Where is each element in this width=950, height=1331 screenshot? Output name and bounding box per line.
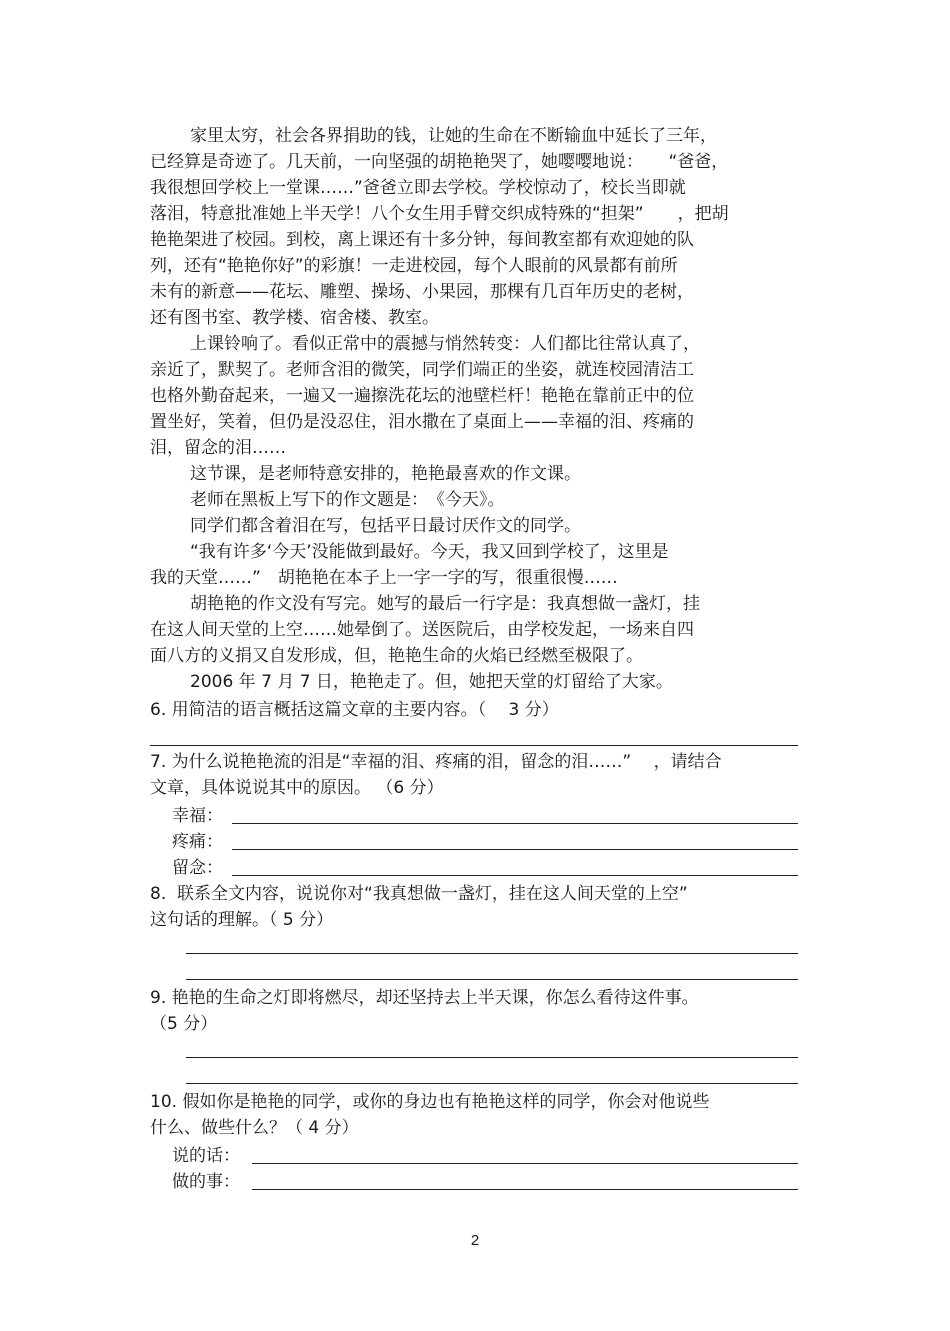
answer-line-pain[interactable] <box>232 849 798 850</box>
page-number: 2 <box>470 1232 480 1249</box>
question-8: 8. 联系全文内容，说说你对“我真想做一盏灯，挂在这人间天堂的上空” <box>150 884 688 904</box>
answer-line-q6[interactable] <box>150 745 798 746</box>
answer-line-q9[interactable] <box>186 1057 798 1058</box>
question-10: 10. 假如你是艳艳的同学，或你的身边也有艳艳这样的同学，你会对他说些 <box>150 1092 710 1112</box>
label-words: 说的话： <box>172 1146 240 1166</box>
passage-line: 这节课，是老师特意安排的，艳艳最喜欢的作文课。 <box>190 464 581 484</box>
label-remembrance: 留念： <box>172 858 223 878</box>
passage-line: 也格外勤奋起来，一遍又一遍擦洗花坛的池壁栏杆！艳艳在靠前正中的位 <box>150 386 694 406</box>
label-pain: 疼痛： <box>172 832 223 852</box>
question-7-cont: 文章，具体说说其中的原因。 （6 分） <box>150 778 444 798</box>
answer-line-q9[interactable] <box>186 1083 798 1084</box>
label-happiness: 幸福： <box>172 806 223 826</box>
answer-line-actions[interactable] <box>252 1189 798 1190</box>
answer-line-q8[interactable] <box>186 979 798 980</box>
passage-line: 家里太穷，社会各界捐助的钱，让她的生命在不断输血中延长了三年， <box>190 126 717 146</box>
passage-line: 已经算是奇迹了。几天前，一向坚强的胡艳艳哭了，她嘤嘤地说： “爸爸， <box>150 152 729 172</box>
question-6: 6. 用简洁的语言概括这篇文章的主要内容。（ 3 分） <box>150 700 559 720</box>
question-8-cont: 这句话的理解。（ 5 分） <box>150 910 334 930</box>
passage-line: 落泪，特意批准她上半天学！八个女生用手臂交织成特殊的“担架” ，把胡 <box>150 204 729 224</box>
passage-line: 还有图书室、教学楼、宿舍楼、教室。 <box>150 308 439 328</box>
passage-line: 面八方的义捐又自发形成，但，艳艳生命的火焰已经燃至极限了。 <box>150 646 643 666</box>
passage-line: 未有的新意——花坛、雕塑、操场、小果园，那棵有几百年历史的老树， <box>150 282 694 302</box>
passage-line: 上课铃响了。看似正常中的震撼与悄然转变：人们都比往常认真了， <box>190 334 700 354</box>
question-9-cont: （5 分） <box>150 1014 218 1034</box>
passage-line: 胡艳艳的作文没有写完。她写的最后一行字是：我真想做一盏灯，挂 <box>190 594 700 614</box>
answer-line-words[interactable] <box>252 1163 798 1164</box>
question-9: 9. 艳艳的生命之灯即将燃尽，却还坚持去上半天课，你怎么看待这件事。 <box>150 988 699 1008</box>
passage-line: 泪，留念的泪…… <box>150 438 286 458</box>
answer-line-q8[interactable] <box>186 953 798 954</box>
passage-line: 列，还有“艳艳你好”的彩旗！一走进校园，每个人眼前的风景都有前所 <box>150 256 678 276</box>
passage-line: 我的天堂……” 胡艳艳在本子上一字一字的写，很重很慢…… <box>150 568 618 588</box>
passage-line: 我很想回学校上一堂课……”爸爸立即去学校。学校惊动了，校长当即就 <box>150 178 686 198</box>
passage-line: 在这人间天堂的上空……她晕倒了。送医院后，由学校发起，一场来自四 <box>150 620 694 640</box>
answer-line-remembrance[interactable] <box>232 875 798 876</box>
question-10-cont: 什么、做些什么？（ 4 分） <box>150 1118 359 1138</box>
question-7: 7. 为什么说艳艳流的泪是“幸福的泪、疼痛的泪，留念的泪……” ，请结合 <box>150 752 722 772</box>
passage-line: 老师在黑板上写下的作文题是： 《今天》。 <box>190 490 505 510</box>
answer-line-happiness[interactable] <box>232 823 798 824</box>
passage-line: 亲近了，默契了。老师含泪的微笑，同学们端正的坐姿，就连校园清洁工 <box>150 360 694 380</box>
passage-line: 同学们都含着泪在写，包括平日最讨厌作文的同学。 <box>190 516 581 536</box>
passage-line: 置坐好，笑着，但仍是没忍住，泪水撒在了桌面上——幸福的泪、疼痛的 <box>150 412 694 432</box>
label-actions: 做的事： <box>172 1172 240 1192</box>
passage-line: 艳艳架进了校园。到校，离上课还有十多分钟，每间教室都有欢迎她的队 <box>150 230 694 250</box>
passage-line: 2006 年 7 月 7 日，艳艳走了。但，她把天堂的灯留给了大家。 <box>190 672 673 692</box>
passage-line: “我有许多‘今天’没能做到最好。今天，我又回到学校了，这里是 <box>190 542 669 562</box>
